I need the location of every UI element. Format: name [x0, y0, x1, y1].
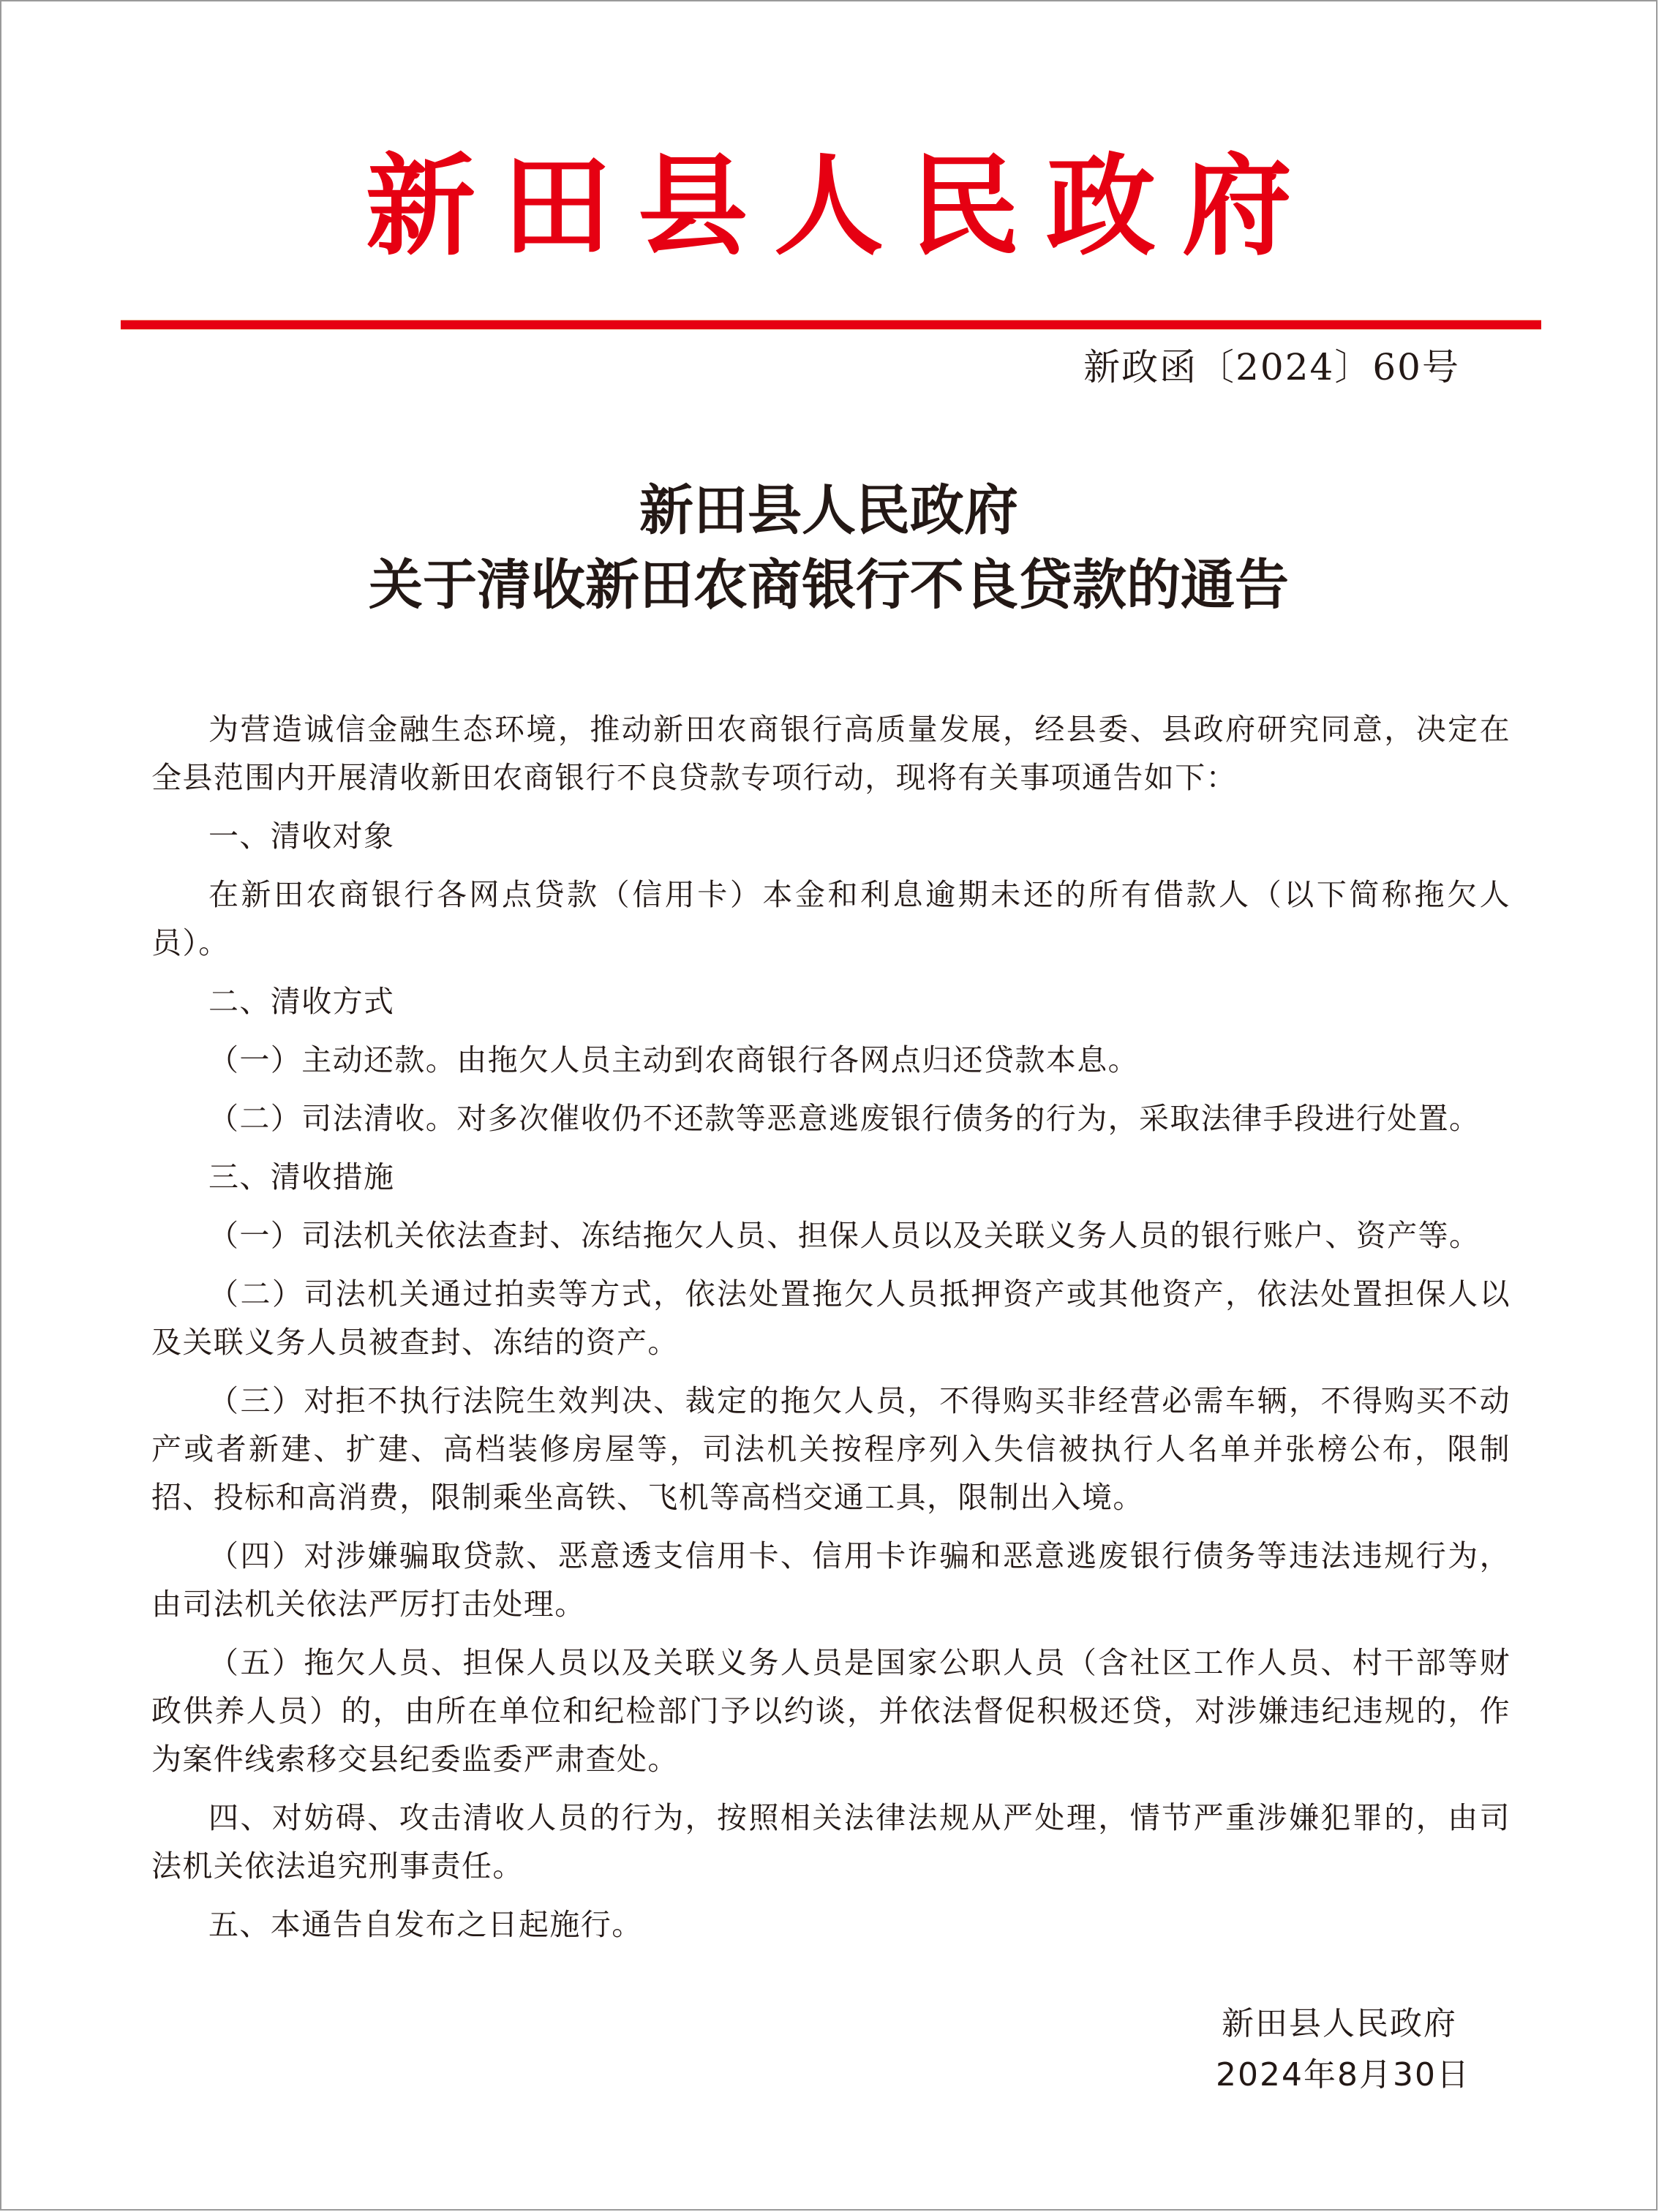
masthead-title: 新田县人民政府: [365, 142, 1318, 271]
body-paragraph: （三）对拒不执行法院生效判决、裁定的拖欠人员，不得购买非经营必需车辆，不得购买不动产或者新建、扩建、高档装修房屋等，司法机关按程序列入失信被执行人名单并张榜公布，限制招、投标和高消费，限制乘坐高铁、飞机等高档交通工具，限制出入境。: [151, 1383, 1511, 1515]
section-heading-3: 三、清收措施: [208, 1159, 395, 1195]
body-paragraph: （二）司法清收。对多次催收仍不还款等恶意逃废银行债务的行为，采取法律手段进行处置。: [208, 1101, 1481, 1136]
title-line-2: 关于清收新田农商银行不良贷款的通告: [369, 554, 1289, 617]
section-paragraph-4: 四、对妨碍、攻击清收人员的行为，按照相关法律法规从严处理，情节严重涉嫌犯罪的，由司法机关依法追究刑事责任。: [151, 1800, 1511, 1884]
signature-block: [1216, 1998, 1470, 2101]
section-heading-1: 一、清收对象: [208, 819, 395, 854]
section-paragraph-5: 五、本通告自发布之日起施行。: [208, 1907, 643, 1942]
document-body: [151, 705, 1511, 1959]
signature-date: 2024年8月30日: [1216, 2056, 1470, 2094]
intro-paragraph: 为营造诚信金融生态环境，推动新田农商银行高质量发展，经县委、县政府研究同意，决定在全县范围内开展清收新田农商银行不良贷款专项行动，现将有关事项通告如下：: [151, 712, 1511, 795]
body-paragraph: （一）司法机关依法查封、冻结拖欠人员、担保人员以及关联义务人员的银行账户、资产等。: [208, 1218, 1481, 1253]
body-paragraph: （五）拖欠人员、担保人员以及关联义务人员是国家公职人员（含社区工作人员、村干部等财政供养人员）的，由所在单位和纪检部门予以约谈，并依法督促积极还贷，对涉嫌违纪违规的，作为案件线索移交县纪委监委严肃查处。: [151, 1645, 1511, 1777]
title-line-1: 新田县人民政府: [639, 479, 1018, 542]
body-paragraph: （一）主动还款。由拖欠人员主动到农商银行各网点归还贷款本息。: [208, 1042, 1139, 1077]
section-heading-2: 二、清收方式: [208, 984, 395, 1019]
red-divider-line: [121, 320, 1541, 329]
document-title: [1, 473, 1656, 622]
signature-organization: 新田县人民政府: [1222, 2005, 1457, 2042]
document-number: 新政函〔2024〕60号: [1083, 346, 1460, 388]
body-paragraph: （二）司法机关通过拍卖等方式，依法处置拖欠人员抵押资产或其他资产，依法处置担保人以及关联义务人员被查封、冻结的资产。: [151, 1276, 1511, 1360]
body-paragraph: 在新田农商银行各网点贷款（信用卡）本金和利息逾期未还的所有借款人（以下简称拖欠人员）。: [151, 877, 1511, 960]
body-paragraph: （四）对涉嫌骗取贷款、恶意透支信用卡、信用卡诈骗和恶意逃废银行债务等违法违规行为，由司法机关依法严厉打击处理。: [151, 1538, 1511, 1622]
